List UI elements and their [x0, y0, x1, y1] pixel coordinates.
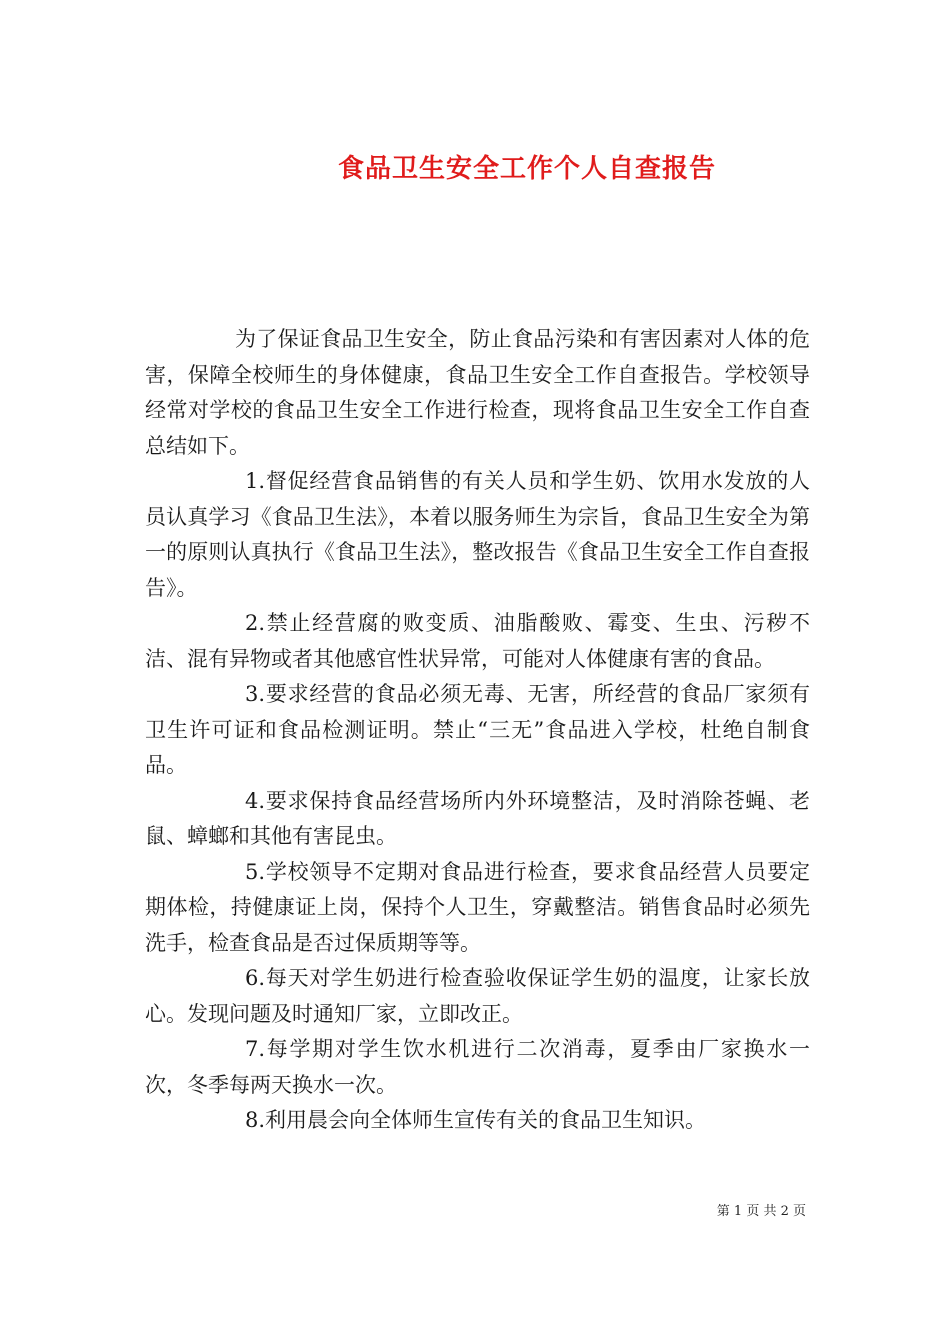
item-paragraph-6: 6.每天对学生奶进行检查验收保证学生奶的温度，让家长放心。发现问题及时通知厂家，立即改正。 [145, 966, 810, 1026]
item-paragraph-7: 7.每学期对学生饮水机进行二次消毒，夏季由厂家换水一次，冬季每两天换水一次。 [145, 1037, 810, 1097]
document-title: 食品卫生安全工作个人自查报告 [337, 154, 716, 185]
item-paragraph-5: 5.学校领导不定期对食品进行检查，要求食品经营人员要定期体检，持健康证上岗，保持个人卫生，穿戴整洁。销售食品时必须先洗手，检查食品是否过保质期等等。 [145, 859, 810, 955]
item-paragraph-8: 8.利用晨会向全体师生宣传有关的食品卫生知识。 [245, 1108, 707, 1132]
page-number-footer: 第 1 页 共 2 页 [716, 1204, 806, 1219]
item-paragraph-3: 3.要求经营的食品必须无毒、无害，所经营的食品厂家须有卫生许可证和食品检测证明。禁止“三无”食品进入学校，杜绝自制食品。 [145, 682, 810, 777]
item-paragraph-1: 1.督促经营食品销售的有关人员和学生奶、饮用水发放的人员认真学习《食品卫生法》，本着以服务师生为宗旨，食品卫生安全为第一的原则认真执行《食品卫生法》，整改报告《食品卫生安全工作自查报告》。 [145, 469, 810, 600]
item-paragraph-2: 2.禁止经营腐的败变质、油脂酸败、霉变、生虫、污秽不洁、混有异物或者其他感官性状异常，可能对人体健康有害的食品。 [145, 611, 810, 671]
item-paragraph-4: 4.要求保持食品经营场所内外环境整洁，及时消除苍蝇、老鼠、蟑螂和其他有害昆虫。 [145, 788, 810, 848]
intro-paragraph: 为了保证食品卫生安全，防止食品污染和有害因素对人体的危害，保障全校师生的身体健康，食品卫生安全工作自查报告。学校领导经常对学校的食品卫生安全工作进行检查，现将食品卫生安全工作自查总结如下。 [145, 327, 810, 458]
document-body [145, 322, 810, 1139]
